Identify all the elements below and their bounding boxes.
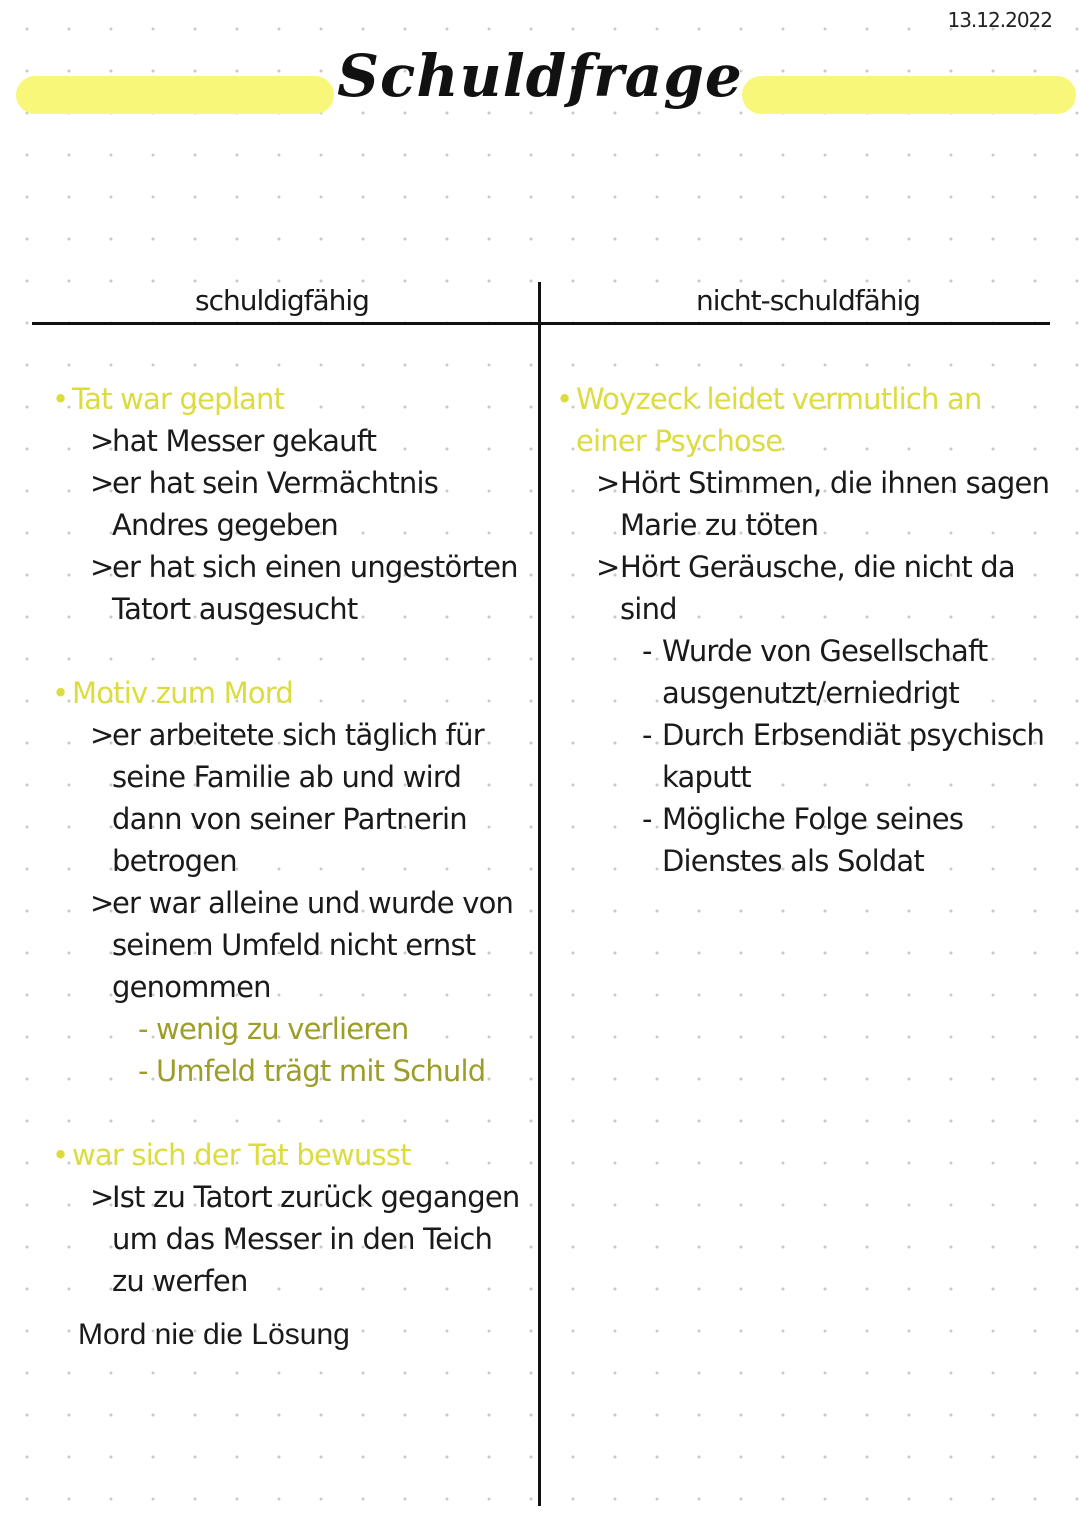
arrow-marker-icon: > (90, 1180, 114, 1214)
arrow-marker-icon: > (596, 466, 620, 500)
dash-marker-icon: - (642, 634, 652, 668)
sub-sub-item (556, 630, 1056, 714)
column-heading-right: nicht-schuldfähig (695, 284, 921, 317)
sub-sub-item-text: Wurde von Gesellschaft ausgenutzt/erniedrigt (662, 634, 988, 710)
item-heading-text: Woyzeck leidet vermutlich an einer Psychose (576, 382, 982, 458)
sub-item-text: er hat sein Vermächtnis Andres gegeben (112, 466, 439, 542)
dash-marker-icon: - (642, 802, 652, 836)
sub-item (52, 462, 522, 546)
arrow-marker-icon: > (90, 466, 114, 500)
header-underline-right (538, 322, 1050, 325)
list-item (52, 378, 522, 630)
bullet-icon: • (52, 382, 69, 416)
column-right (556, 378, 1056, 882)
sub-item-text: Hört Geräusche, die nicht da sind (620, 550, 1015, 626)
list-item (52, 672, 522, 1092)
arrow-marker-icon: > (90, 886, 114, 920)
sub-item-text: hat Messer gekauft (112, 424, 377, 458)
bullet-icon: • (52, 676, 69, 710)
item-heading (52, 1134, 522, 1176)
sub-item (52, 546, 522, 630)
column-heading-left: schuldigfähig (195, 284, 369, 317)
sub-item (52, 1176, 522, 1302)
page-title: Schuldfrage (337, 42, 743, 110)
bullet-icon: • (556, 382, 573, 416)
item-heading (556, 378, 1056, 462)
arrow-marker-icon: > (90, 718, 114, 752)
item-heading (52, 378, 522, 420)
sub-item-text: er war alleine und wurde von seinem Umfeld nicht ernst genommen (112, 886, 514, 1004)
item-heading-text: Motiv zum Mord (72, 676, 294, 710)
sub-sub-item (556, 714, 1056, 798)
sub-sub-item-text: wenig zu verlieren (156, 1012, 409, 1046)
sub-sub-item (52, 1008, 522, 1050)
column-divider (538, 282, 541, 1506)
sub-item-text: er arbeitete sich täglich für seine Familie ab und wird dann von seiner Partnerin betrogen (112, 718, 484, 878)
conclusion-text: Mord nie die Lösung (78, 1318, 350, 1351)
sub-item (52, 714, 522, 882)
sub-item (52, 420, 522, 462)
sub-item-text: er hat sich einen ungestörten Tatort ausgesucht (112, 550, 518, 626)
sub-item (556, 462, 1056, 546)
dash-marker-icon: - (138, 1054, 148, 1088)
sub-item-text: Ist zu Tatort zurück gegangen um das Messer in den Teich zu werfen (112, 1180, 520, 1298)
item-heading-text: war sich der Tat bewusst (72, 1138, 411, 1172)
bullet-icon: • (52, 1138, 69, 1172)
sub-sub-item (52, 1050, 522, 1092)
item-heading (52, 672, 522, 714)
list-item (52, 1134, 522, 1302)
header-underline-left (32, 322, 540, 325)
sub-sub-item-text: Durch Erbsendiät psychisch kaputt (662, 718, 1045, 794)
dash-marker-icon: - (642, 718, 652, 752)
arrow-marker-icon: > (90, 424, 114, 458)
column-left (52, 378, 522, 1302)
sub-sub-item-text: Mögliche Folge seines Dienstes als Soldat (662, 802, 964, 878)
item-heading-text: Tat war geplant (72, 382, 285, 416)
date-label: 13.12.2022 (947, 8, 1052, 32)
list-item (556, 378, 1056, 882)
arrow-marker-icon: > (596, 550, 620, 584)
sub-sub-item (556, 798, 1056, 882)
sub-item (52, 882, 522, 1008)
sub-sub-item-text: Umfeld trägt mit Schuld (156, 1054, 486, 1088)
sub-item (556, 546, 1056, 630)
arrow-marker-icon: > (90, 550, 114, 584)
sub-item-text: Hört Stimmen, die ihnen sagen Marie zu töten (620, 466, 1050, 542)
dash-marker-icon: - (138, 1012, 148, 1046)
